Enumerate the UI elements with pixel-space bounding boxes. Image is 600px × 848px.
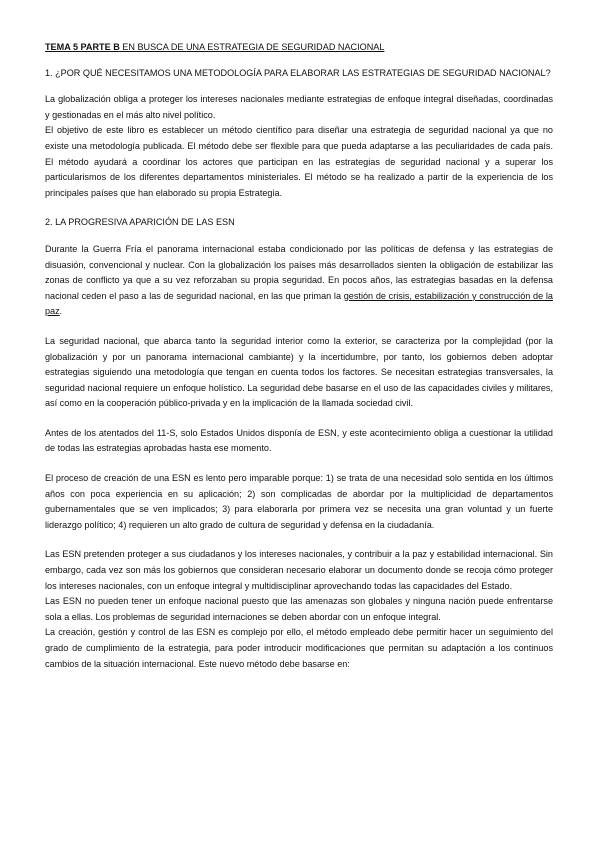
section2-paragraph-7: La creación, gestión y control de las ESN es complejo por ello, el método empleado debe permitir hacer un seguimiento del grado de cumplimiento de la estrategia, para poder introducir modificaciones que permitan su adaptación a los continuos cambios de la situación internacional. Este nuevo método debe basarse en: — [45, 627, 553, 669]
section2-paragraph-1 — [45, 242, 553, 320]
section2-p1-text: Durante la Guerra Fría el panorama internacional estaba condicionado por las políticas de defensa y las estrategias de disuasión, convencional y nuclear. Con la globalización los países más desarrollados sienten la obligación de estabilizar las zonas de conflicto ya que a su vez reforzaban su propia seguridad. En pocos años, las estrategias basadas en la defensa nacional ceden el paso a las de seguridad nacional, en las que priman la — [45, 243, 553, 301]
title-bold: TEMA 5 PARTE B — [45, 42, 120, 52]
section2-paragraph-2: La seguridad nacional, que abarca tanto la seguridad interior como la exterior, se caracteriza por la complejidad (por la globalización y por un panorama internacional cambiante) y la incertidumbre, por tanto, los gobiernos deben adoptar estrategias siguiendo una metodología que tengan en cuenta todos los factores. Se necesitan estrategias transversales, la seguridad nacional requiere un enfoque holístico. La seguridad debe basarse en el uso de las capacidades civiles y militares, así como en la cooperación público-privada y en la implicación de la llamada sociedad civil. — [45, 335, 553, 409]
document-page — [45, 40, 553, 672]
section1-paragraph-2: El objetivo de este libro es establecer un método científico para diseñar una estrategia de seguridad nacional ya que no existe una metodología publicada. El método debe ser flexible para que pueda adaptarse a las peculiaridades de cada país. El método ayudará a coordinar los actores que participan en las estrategias de seguridad nacional y a superar los particularismos de los diferentes departamentos ministeriales. El método se ha realizado a partir de la experiencia de los principales países que han elaborado su propia Estrategia. — [45, 125, 553, 198]
section2-paragraph-6: Las ESN no pueden tener un enfoque nacional puesto que las amenazas son globales y ninguna nación puede enfrentarse sola a ellas. Los problemas de seguridad internaciones se deben abordar con un enfoque integral. — [45, 596, 553, 622]
section1-paragraph-1: La globalización obliga a proteger los intereses nacionales mediante estrategias de enfoque integral diseñadas, coordinadas y gestionadas en el más alto nivel político. — [45, 94, 553, 120]
section2-heading: 2. LA PROGRESIVA APARICIÓN DE LAS ESN — [45, 217, 235, 228]
section2-paragraph-3: Antes de los atentados del 11-S, solo Estados Unidos disponía de ESN, y este acontecimiento obliga a cuestionar la utilidad de todas las estrategias aprobadas hasta ese momento. — [45, 427, 553, 454]
section2-paragraph-4: El proceso de creación de una ESN es lento pero imparable porque: 1) se trata de una necesidad solo sentida en los últimos años con poca experiencia en su aplicación; 2) son complicadas de abordar por la multiplicidad de departamentos gubernamentales que se ven implicados; 3) para elaborarla por primera vez se necesita una gran voluntad y un fuerte liderazgo político; 4) requieren un alto grado de cultura de seguridad y defensa en la ciudadanía. — [45, 473, 553, 530]
document-title — [45, 40, 553, 56]
section2-p1-end: . — [59, 306, 63, 317]
section2-p1-underlined: gestión de crisis, estabilización y construcción de la paz — [45, 290, 553, 317]
section1-heading: 1. ¿POR QUÉ NECESITAMOS UNA METODOLOGÍA PARA ELABORAR LAS ESTRATEGIAS DE SEGURIDAD NACIONAL? — [45, 67, 551, 78]
title-rest: EN BUSCA DE UNA ESTRATEGIA DE SEGURIDAD NACIONAL — [119, 42, 385, 52]
section2-paragraph-5: Las ESN pretenden proteger a sus ciudadanos y los intereses nacionales, y contribuir a la paz y estabilidad internacional. Sin embargo, cada vez son más los gobiernos que consideran necesario elaborar un documento donde se recoja cómo proteger los intereses nacionales, con un enfoque integral y multidisciplinar aprovechando todas las capacidades del Estado. — [45, 549, 553, 591]
